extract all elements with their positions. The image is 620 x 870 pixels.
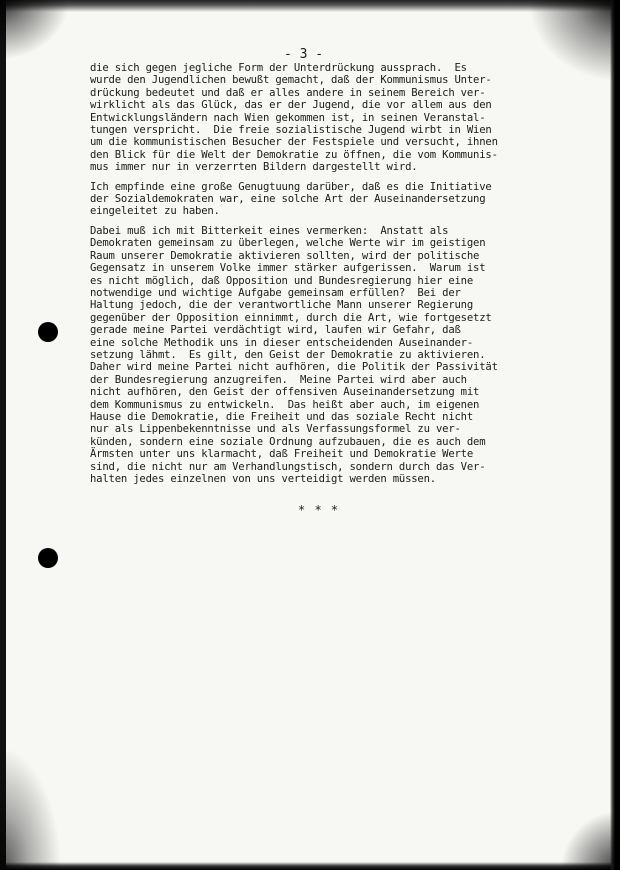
scan-edge-left bbox=[0, 0, 6, 870]
text-line: gegenüber der Opposition einnimmt, durch die Art, wie fortgesetzt bbox=[90, 311, 492, 324]
text-line: nicht aufhören, den Geist der offensiven Auseinandersetzung mit bbox=[90, 386, 480, 399]
scan-edge-top bbox=[0, 0, 620, 12]
scan-shadow-bottom-right bbox=[560, 810, 620, 870]
text-line: eine solche Methodik uns in dieser entscheidenden Auseinander- bbox=[90, 336, 474, 349]
text-line: der Bundesregierung anzugreifen. Meine Partei wird aber auch bbox=[90, 373, 467, 386]
text-line: halten jedes einzelnen von uns verteidigt werden müssen. bbox=[90, 473, 436, 485]
closing-asterisks: * * * bbox=[298, 503, 340, 517]
paragraph-2 bbox=[90, 181, 570, 218]
text-line: tungen verspricht. Die freie sozialistische Jugend wirbt in Wien bbox=[90, 124, 492, 137]
scan-edge-right bbox=[610, 0, 620, 870]
text-line: künden, sondern eine soziale Ordnung aufzubauen, die es auch dem bbox=[90, 435, 486, 448]
text-line: Entwicklungsländern nach Wien gekommen ist, in seinen Veranstal- bbox=[90, 111, 486, 124]
text-line: um die kommunistischen Besucher der Festspiele und versucht, ihnen bbox=[90, 136, 498, 149]
text-line: den Blick für die Welt der Demokratie zu öffnen, die vom Kommunis- bbox=[90, 148, 498, 161]
text-line: mus immer nur in verzerrten Bildern dargestellt wird. bbox=[90, 161, 418, 174]
paragraph-1 bbox=[90, 62, 570, 174]
punch-hole-upper bbox=[38, 322, 58, 342]
text-line: gerade meine Partei verdächtigt wird, laufen wir Gefahr, daß bbox=[90, 324, 461, 337]
text-line: wirklicht als das Glück, das er der Jugend, die vor allem aus den bbox=[90, 99, 492, 112]
text-line: es nicht möglich, daß Opposition und Bundesregierung hier eine bbox=[90, 274, 474, 287]
text-line: Daher wird meine Partei nicht aufhören, die Politik der Passivität bbox=[90, 361, 498, 374]
scan-shadow-top-left bbox=[0, 0, 70, 60]
text-line: eingeleitet zu haben. bbox=[90, 205, 220, 218]
punch-hole-lower bbox=[38, 548, 58, 568]
body-text bbox=[90, 62, 570, 492]
text-line: Ich empfinde eine große Genugtuung darüber, daß es die Initiative bbox=[90, 180, 492, 193]
text-line: Ärmsten unter uns klarmacht, daß Freiheit und Demokratie Werte bbox=[90, 448, 474, 461]
text-line: Dabei muß ich mit Bitterkeit eines vermerken: Anstatt als bbox=[90, 224, 449, 237]
text-line: notwendige und wichtige Aufgabe gemeinsam erfüllen? Bei der bbox=[90, 286, 461, 299]
text-line: Hause die Demokratie, die Freiheit und das soziale Recht nicht bbox=[90, 410, 474, 423]
text-line: setzung lähmt. Es gilt, den Geist der Demokratie zu aktivieren. bbox=[90, 348, 486, 361]
text-line: wurde den Jugendlichen bewußt gemacht, daß der Kommunismus Unter- bbox=[90, 74, 492, 87]
text-line: dem Kommunismus zu entwickeln. Das heißt aber auch, im eigenen bbox=[90, 398, 480, 411]
text-line: sind, die nicht nur am Verhandlungstisch, sondern durch das Ver- bbox=[90, 460, 486, 473]
text-line: nur als Lippenbekenntnisse und als Verfassungsformel zu ver- bbox=[90, 423, 461, 436]
text-line: Gegensatz in unserem Volke immer stärker aufgerissen. Warum ist bbox=[90, 262, 486, 275]
text-line: Demokraten gemeinsam zu überlegen, welche Werte wir im geistigen bbox=[90, 237, 486, 250]
scan-shadow-bottom-left bbox=[0, 750, 60, 870]
scan-edge-bottom bbox=[0, 862, 620, 870]
text-line: drückung bedeutet und daß er alles andere in seinem Bereich ver- bbox=[90, 86, 486, 99]
text-line: Raum unserer Demokratie aktivieren sollten, wird der politische bbox=[90, 249, 480, 262]
page-number: - 3 - bbox=[284, 47, 324, 62]
paragraph-3 bbox=[90, 225, 570, 486]
text-line: der Sozialdemokraten war, eine solche Art der Auseinandersetzung bbox=[90, 193, 486, 206]
text-line: Haltung jedoch, die der verantwortliche Mann unserer Regierung bbox=[90, 299, 474, 312]
text-line: die sich gegen jegliche Form der Unterdrückung aussprach. Es bbox=[90, 62, 467, 74]
